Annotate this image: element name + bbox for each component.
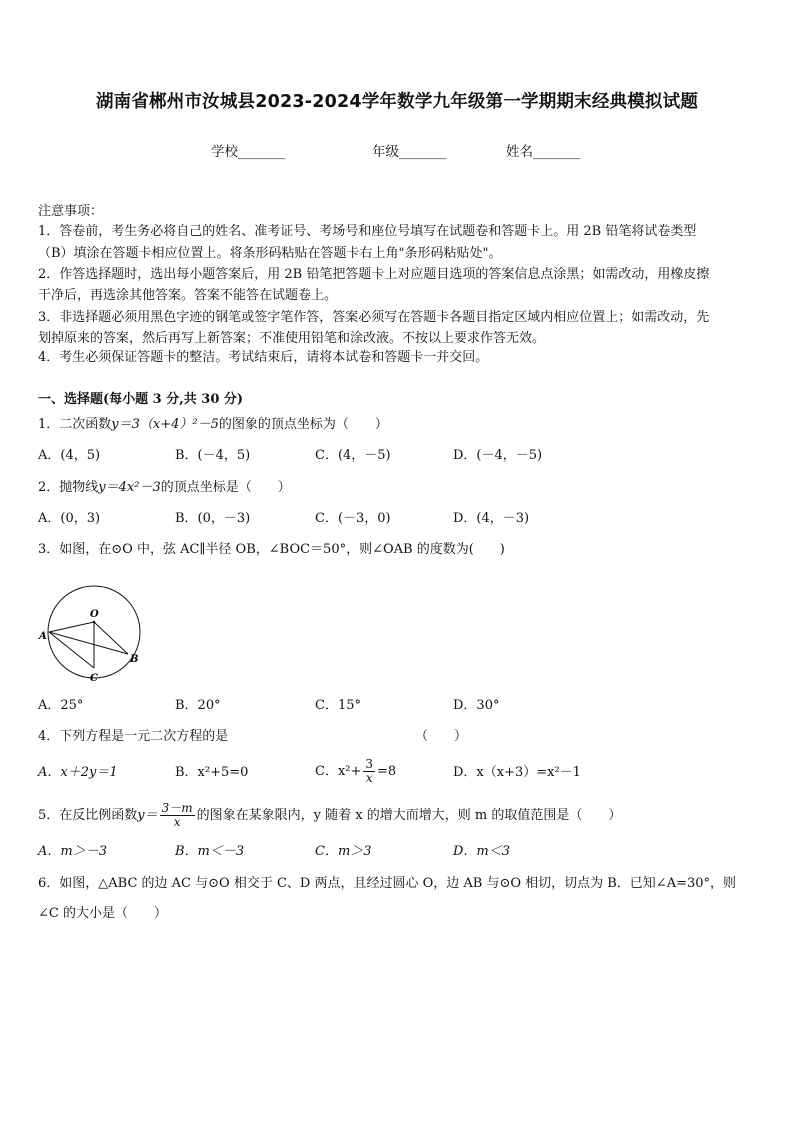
question-6-line-1: 6．如图，△ABC 的边 AC 与⊙O 相交于 C、D 两点，且经过圆心 O，边 AB 与⊙O 相切，切点为 B．已知∠A=30°，则 (38, 876, 737, 891)
q5-numerator: 3－m (161, 801, 193, 815)
q2-expr: y＝4x²－3 (98, 480, 161, 495)
q1-post: 的图象的顶点坐标为（ ） (218, 417, 388, 432)
question-1 (38, 416, 388, 434)
center-dot (93, 621, 96, 624)
label-a: A (39, 631, 47, 642)
chord-ac (49, 632, 94, 668)
q5-fraction (160, 802, 195, 829)
q5-option-d: D．m＜3 (453, 844, 511, 859)
q4-option-a: A．x＋2y＝1 (38, 765, 118, 780)
note-line-3: 2．作答选择题时，选出每小题答案后，用 2B 铅笔把答题卡上对应题目选项的答案信息点涂黑；如需改动，用橡皮擦 (38, 267, 710, 282)
notes-heading: 注意事项： (38, 204, 104, 219)
note-line-1: 1．答卷前，考生务必将自己的姓名、准考证号、考场号和座位号填写在试题卷和答题卡上。用 2B 铅笔将试卷类型 (38, 224, 697, 239)
note-line-5: 3．非选择题必须用黑色字迹的钢笔或签字笔作答，答案必须写在答题卡各题目指定区域内相应位置上；如需改动，先 (38, 310, 710, 325)
label-o: O (90, 609, 99, 620)
q3-option-a: A．25° (38, 698, 84, 713)
exam-title: 湖南省郴州市汝城县2023-2024学年数学九年级第一学期期末经典模拟试题 (95, 92, 699, 112)
question-2 (38, 479, 291, 497)
q5-option-c: C．m＞3 (315, 844, 372, 859)
q4-option-b: B．x²+5=0 (175, 765, 249, 780)
q1-option-a: A．(4，5) (38, 448, 101, 463)
q4-c-fraction (363, 758, 375, 785)
grade-field: 年级_______ (372, 144, 447, 160)
q3-option-d: D．30° (453, 698, 500, 713)
q4-option-d: D．x（x+3）=x²－1 (453, 765, 581, 780)
q5-denominator: x (173, 815, 181, 829)
q4-answer-paren: （ ） (415, 729, 468, 744)
label-c: C (90, 673, 98, 684)
q2-option-c: C．(－3，0) (315, 511, 391, 526)
label-b: B (130, 654, 139, 665)
q2-option-a: A．(0，3) (38, 511, 101, 526)
question-3: 3．如图，在⊙O 中，弦 AC∥半径 OB，∠BOC＝50°，则∠OAB 的度数为( ) (38, 542, 505, 557)
q1-expr: y＝3（x+4）²－5 (111, 417, 219, 432)
segment-ao (49, 622, 94, 632)
q5-post: 的图象在某象限内，y 随着 x 的增大而增大，则 m 的取值范围是（ ） (196, 808, 622, 823)
question-6-line-2: ∠C 的大小是（ ） (38, 906, 167, 921)
q4-option-c (315, 752, 396, 792)
q2-option-b: B．(0，－3) (175, 511, 251, 526)
question-4: 4．下列方程是一元二次方程的是 (38, 729, 229, 744)
q4-c-denominator: x (365, 771, 373, 785)
q1-option-d: D．(－4，－5) (453, 448, 543, 463)
q4-c-numerator: 3 (365, 757, 374, 771)
question-5 (38, 796, 621, 836)
note-line-4: 干净后，再选涂其他答案。答案不能答在试题卷上。 (38, 288, 338, 303)
q3-option-c: C．15° (315, 698, 361, 713)
note-line-2: （B）填涂在答题卡相应位置上。将条形码粘贴在答题卡右上角"条形码粘贴处"。 (38, 246, 502, 261)
note-line-6: 划掉原来的答案，然后再写上新答案；不准使用铅笔和涂改液。不按以上要求作答无效。 (38, 331, 546, 346)
name-field: 姓名_______ (506, 144, 581, 160)
q2-pre: 2．抛物线 (38, 480, 99, 495)
q5-option-a: A．m＞－3 (38, 844, 107, 859)
section-heading: 一、选择题(每小题 3 分,共 30 分) (38, 392, 244, 407)
circle-figure (36, 580, 146, 686)
school-field: 学校_______ (211, 144, 286, 160)
q4-c-post: =8 (377, 764, 397, 779)
q5-option-b: B．m＜－3 (175, 844, 245, 859)
q1-pre: 1．二次函数 (38, 417, 112, 432)
q1-option-b: B．(－4，5) (175, 448, 251, 463)
q2-option-d: D．(4，－3) (453, 511, 530, 526)
q3-option-b: B．20° (175, 698, 221, 713)
note-line-7: 4．考生必须保证答题卡的整洁。考试结束后，请将本试卷和答题卡一并交回。 (38, 350, 489, 365)
q5-pre: 5．在反比例函数 (38, 808, 138, 823)
q2-post: 的顶点坐标是（ ） (160, 480, 291, 495)
q4-c-pre: C．x²+ (315, 764, 362, 779)
q5-y: y＝ (137, 808, 158, 823)
q1-option-c: C．(4，－5) (315, 448, 391, 463)
